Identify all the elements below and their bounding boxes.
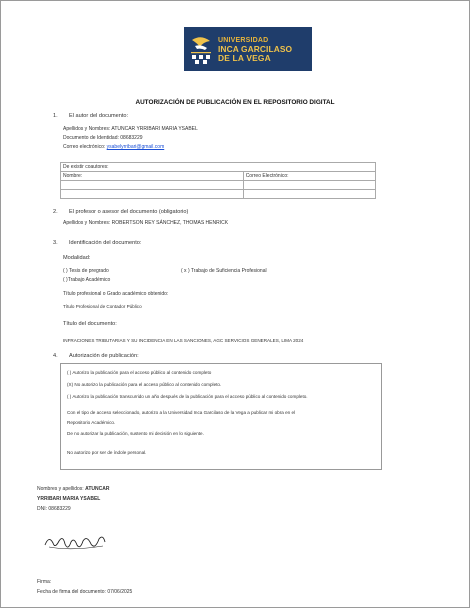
professional-title: Título Profesional de Contador Público [63, 304, 142, 309]
author-id: Documento de Identidad: 08683229 [63, 135, 143, 141]
coauthor-name-cell[interactable] [61, 181, 244, 190]
document-title-label: Título del documento: [63, 321, 117, 327]
section-1-heading: El autor del documento: [69, 113, 129, 119]
section-2-heading: El profesor o asesor del documento (obligatorio) [69, 209, 189, 215]
coauthor-name-header: Nombre: [61, 172, 244, 181]
coauthors-table [60, 162, 376, 199]
logo-line-1: UNIVERSIDAD [218, 36, 269, 44]
table-row [61, 181, 376, 190]
authorization-option-2[interactable]: (X) No autorizo la publicación para el acceso público al contenido completo. [67, 382, 222, 387]
coauthor-email-header: Correo Electrónico: [243, 172, 375, 181]
section-1-number: 1. [53, 113, 58, 119]
option-tesis[interactable]: ( ) Tesis de pregrado [63, 268, 109, 274]
coauthor-name-cell[interactable] [61, 190, 244, 199]
signer-names-label: Nombres y apellidos: [37, 486, 84, 492]
table-row [61, 190, 376, 199]
university-name [218, 36, 292, 63]
logo-line-2: INCA GARCILASO [218, 43, 293, 54]
author-email-row [63, 144, 164, 150]
university-logo [184, 27, 312, 71]
coauthor-email-cell[interactable] [243, 181, 375, 190]
section-3-number: 3. [53, 240, 58, 246]
section-3-heading: Identificación del documento: [69, 240, 142, 246]
non-authorization-reason: No autorizo por ser de índole personal. [67, 450, 147, 455]
section-2-number: 2. [53, 209, 58, 215]
section-4-heading: Autorización de publicación: [69, 353, 139, 359]
author-email-link[interactable]: ysabelyrribari@gmail.com [106, 144, 165, 150]
authorization-paragraph-2: De no autorizar la publicación, sustento mi decisión en lo siguiente. [67, 431, 204, 436]
authorization-paragraph-1b: Repositorio Académico. [67, 420, 116, 425]
logo-line-3: DE LA VEGA [218, 52, 271, 63]
option-academico[interactable]: ( )Trabajo Académico [63, 277, 111, 283]
document-title: AUTORIZACIÓN DE PUBLICACIÓN EN EL REPOSITORIO DIGITAL [135, 99, 335, 106]
author-names: Apellidos y Nombres: ATUNCAR YRRIBARI MARIA YSABEL [63, 126, 198, 132]
signer-names-b: YRRIBARI MARIA YSABEL [37, 496, 101, 502]
table-row [61, 163, 376, 172]
signer-dni: DNI: 08683229 [37, 506, 71, 512]
signature-label: Firma: [37, 579, 52, 585]
signature-image [41, 529, 111, 555]
signer-names-row [37, 486, 109, 492]
authorization-paragraph-1a: Con el tipo de acceso seleccionado, autorizo a la Universidad Inca Garcilaso de la Vega a publicar mi obra en el [67, 410, 296, 415]
email-label: Correo electrónico: [63, 144, 106, 150]
table-row [61, 172, 376, 181]
coauthors-header: De existir coautores: [61, 163, 376, 172]
professional-title-label: Título profesional o Grado académico obtenido: [63, 291, 169, 297]
option-suficiencia[interactable]: ( x ) Trabajo de Suficiencia Profesional [181, 268, 267, 274]
modalidad-label: Modalidad: [63, 255, 91, 261]
university-emblem-icon [186, 27, 216, 71]
authorization-option-3[interactable]: ( ) Autorizo la publicación transcurrido un año después de la publicación para el acceso público al contenido completo. [67, 394, 308, 399]
advisor-names: Apellidos y Nombres: ROBERTSON REY SÁNCHEZ, THOMAS HENRICK [63, 220, 229, 226]
signature-date: Fecha de firma del documento: 07/06/2025 [37, 589, 133, 595]
coauthor-email-cell[interactable] [243, 190, 375, 199]
section-4-number: 4. [53, 353, 58, 359]
authorization-option-1[interactable]: ( ) Autorizo la publicación para el acceso público al contenido completo [67, 370, 212, 375]
document-title-value: INFRACIONES TRIBUTARIAS Y SU INCIDENCIA EN LAS SANCIONES, AGC SERVICIOS GENERALES, LIMA 2024 [63, 338, 304, 343]
signer-names-a: ATUNCAR [85, 486, 110, 492]
